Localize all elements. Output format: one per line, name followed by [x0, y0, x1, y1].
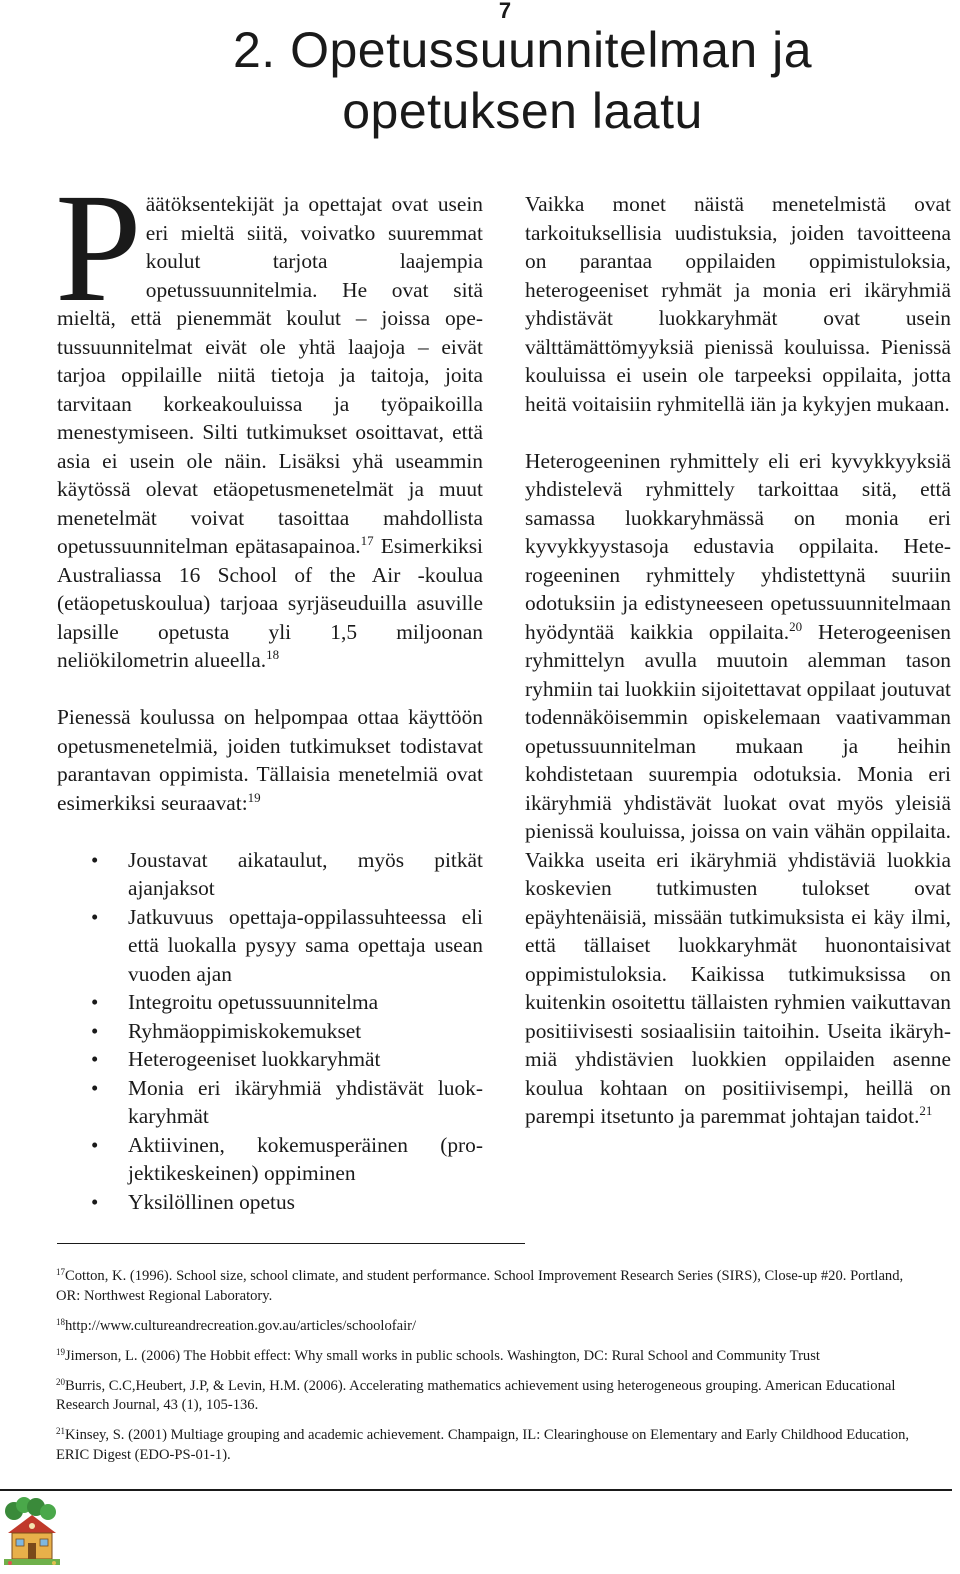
intro-paragraph — [55, 161, 483, 675]
page-title — [200, 20, 845, 142]
footnote-number: 17 — [56, 1267, 65, 1277]
methods-list — [57, 846, 483, 1217]
footnote-20 — [56, 1377, 926, 1416]
methods-paragraph — [57, 703, 483, 817]
footnote-number: 19 — [56, 1346, 65, 1357]
footnote-19 — [56, 1347, 926, 1367]
page-title-line-2: opetuksen laatu — [342, 83, 703, 139]
footnote-21 — [56, 1426, 926, 1465]
right-column — [525, 190, 951, 1131]
footnote-ref-19[interactable]: 19 — [247, 789, 261, 805]
grouping-text-continued: Heterogeenisen ryhmittelyn avulla muutoin alemman tason ryhmiin tai luokkiin sijoitettavat oppilaat joutuvat todennäköisemmin opiskelemaan vaativamman opetussuunnitelman mukaan ja heihin kohdistetaan suurempia odotuksia. Monia eri ikäryhmiä yhdistävät luokat ovat myös yleisiä pienissä kouluissa, joissa on vain vähän oppilaita. Vaikka useita eri ikäryhmiä yhdistäviä luokkia koskevien tutkimusten tulokset ovat epäyhtenäisiä, missään tutkimuksista ei käy ilmi, että tällaiset luokkaryhmät huonontaisivat oppimistuloksia. Kaikissa tutkimuksissa on kuitenkin osoitettu tällaisten ryhmien vaikuttavan positiivisesti sosiaalisiin taitoihin. Useita ikäryhmiä yhdistävien luokkien oppilaiden asenne koulua kohtaan on positiivisempi, heillä on parempi itsetunto ja paremmat johtajan taidot. — [525, 619, 951, 1128]
grouping-paragraph — [525, 447, 951, 1131]
footnote-ref-18[interactable]: 18 — [266, 647, 280, 662]
page-bottom-rule — [0, 1489, 952, 1491]
footnotes — [56, 1267, 926, 1476]
footnote-text: Kinsey, S. (2001) Multiage grouping and academic achievement. Champaign, IL: Clearinghouse on Elementary and Early Childhood Education, ERIC Digest (EDO-PS-01-1). — [56, 1427, 910, 1463]
list-item: • Ryhmäoppimiskokemukset — [57, 1017, 483, 1046]
page-title-line-1: 2. Opetussuunnitelman ja — [232, 22, 813, 78]
list-item: • Monia eri ikäryhmiä yhdistävät luokkaryhmät — [57, 1074, 483, 1131]
reforms-paragraph: Vaikka monet näistä menetelmistä ovat tarkoituksellisia uudistuksia, joiden tavoitteena on parantaa oppilaiden oppimistuloksia, heterogeeniset ryhmät ja monia eri ikäryhmiä yhdistävät luokkaryhmät ovat usein välttämättömyyksiä pienissä kouluissa. Pienissä kouluissa ei usein ole tarpeeksi oppilaita, jotta heitä voitaisiin ryhmitellä iän ja kykyjen mukaan. — [525, 192, 951, 416]
intro-text-continued: Esimerkiksi Australiassa 16 School of the Air -koulua (etäopetuskoulua) tarjoaa syrjäseuduilla asuville lapsille opetusta yli 1,5 miljoonan neliökilometrin alueella. — [57, 534, 483, 672]
intro-text: äätöksentekijät ja opettajat ovat usein eri mieltä siitä, voivatko suuremmat koulut tarjota laajempia opetussuunnitelmia. He ovat sitä mieltä, että pienemmät koulut – joissa opetussuunnitelmat eivät ole yhtä laajoja – eivät tarjoa oppilaille niitä tietoja ja taitoja, joita tarvitaan korkeakouluissa ja työpaikoilla menestymiseen. Silti tutkimukset osoittavat, että asia ei usein ole näin. Lisäksi yhä useammin käytössä olevat etäopetusmenetelmät ja muut menetelmät voivat tasoittaa mahdollista opetussuunnitelman epätasapainoa. — [57, 192, 483, 558]
methods-text: Pienessä koulussa on helpompaa ottaa käyttöön opetusmenetelmiä, joiden tutkimukset todistavat parantavan oppimista. Tällaisia menetelmiä ovat esimerkiksi seuraavat: — [57, 705, 483, 815]
footnote-17 — [56, 1267, 926, 1306]
footnote-ref-17[interactable]: 17 — [360, 533, 374, 548]
footnote-number: 20 — [56, 1376, 65, 1387]
left-column — [55, 161, 483, 1216]
list-item: • Heterogeeniset luokkaryhmät — [57, 1045, 483, 1074]
footnote-link[interactable]: http://www.cultureandrecreation.gov.au/articles/schoolofair/ — [65, 1317, 417, 1334]
drop-cap: P — [55, 161, 142, 334]
list-item: • Yksilöllinen opetus — [57, 1188, 483, 1217]
footnote-text: Jimerson, L. (2006) The Hobbit effect: Why small works in public schools. Washington, DC: Rural School and Community Trust — [65, 1347, 820, 1364]
school-house-icon — [2, 1497, 62, 1569]
footnote-divider — [57, 1243, 525, 1244]
list-item: • Integroitu opetussuunnitelma — [57, 988, 483, 1017]
list-item: • Jatkuvuus opettaja-oppilassuhteessa eli että luokalla pysyy sama opettaja usean vuoden ajan — [57, 903, 483, 989]
footnote-ref-20[interactable]: 20 — [789, 618, 803, 634]
footnote-number: 21 — [56, 1426, 65, 1436]
footnote-18 — [56, 1317, 926, 1337]
footnote-text: Cotton, K. (1996). School size, school climate, and student performance. School Improvement Research Series (SIRS), Close-up #20. Portland, OR: Northwest Regional Laboratory. — [56, 1268, 904, 1304]
list-item: • Aktiivinen, kokemusperäinen (projektikeskeinen) oppiminen — [57, 1131, 483, 1188]
footnote-text: Burris, C.C,Heubert, J.P, & Levin, H.M. (2006). Accelerating mathematics achievement using heterogeneous grouping. American Educational Research Journal, 43 (1), 105-136. — [56, 1377, 896, 1413]
page-number: 7 — [498, 0, 512, 23]
grouping-text: Heterogeeninen ryhmittely eli eri kyvykkyyksiä yhdistelevä ryhmittely tarkoittaa sitä, että samassa luokkaryhmässä on monia eri kyvykkyystasoja edustavia oppilaita. Heterogeeninen ryhmittely yhdistettynä suuriin odotuksiin ja edistyneeseen opetussuunnitelmaan hyödyntää kaikkia oppilaita. — [525, 448, 951, 644]
footnote-ref-21[interactable]: 21 — [919, 1103, 933, 1118]
list-item: • Joustavat aikataulut, myös pitkät ajanjaksot — [57, 846, 483, 903]
footnote-number: 18 — [56, 1316, 65, 1327]
